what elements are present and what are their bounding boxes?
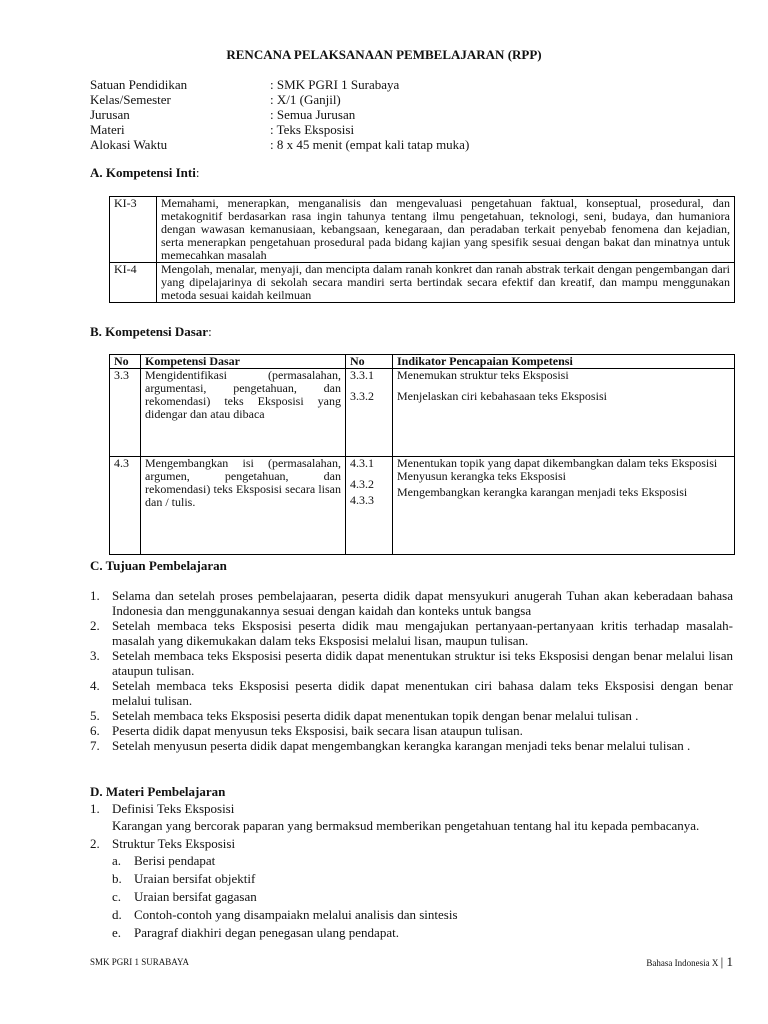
identity-value: : X/1 (Ganjil) — [270, 92, 341, 107]
list-text: Setelah membaca teks Eksposisi peserta didik dapat menentukan topik dengan benar melalui tulisan . — [112, 708, 639, 723]
sub-list-item — [112, 888, 733, 906]
sub-list-letter: c. — [112, 889, 122, 904]
ki-code: KI-3 — [110, 197, 157, 263]
table-row — [110, 197, 735, 263]
list-number: 2. — [90, 836, 100, 851]
sub-list-letter: e. — [112, 925, 122, 940]
identity-label: Kelas/Semester — [90, 92, 171, 107]
section-a-title: A. Kompetensi Inti — [90, 165, 196, 180]
list-item — [90, 708, 733, 723]
section-c-heading: C. Tujuan Pembelajaran — [90, 558, 227, 573]
section-b-colon: : — [208, 324, 212, 339]
col-header-no: No — [110, 355, 141, 369]
list-item — [90, 648, 733, 678]
col-header-no2: No — [346, 355, 393, 369]
kd-no: 3.3 — [110, 369, 141, 457]
identity-block — [90, 77, 730, 152]
page-number: | 1 — [720, 954, 733, 969]
table-row — [110, 369, 735, 457]
ki-code: KI-4 — [110, 263, 157, 303]
section-b-heading — [90, 324, 212, 340]
list-number: 5. — [90, 708, 100, 723]
list-text: Struktur Teks Eksposisi — [112, 836, 236, 851]
list-number: 3. — [90, 648, 100, 663]
indicator-no-cell — [346, 457, 393, 555]
indicator-no: 3.3.2 — [350, 389, 374, 403]
identity-label: Satuan Pendidikan — [90, 77, 188, 92]
ki-text: Mengolah, menalar, menyaji, dan mencipta dalam ranah konkret dan ranah abstrak terkait dengan pengembangan dari yang dipelajarinya di sekolah secara mandiri serta bertindak secara efektif dan kreatif, dan mampu menggunakan metoda sesuai kaidah keilmuan — [157, 263, 735, 303]
identity-row — [90, 122, 730, 137]
list-item — [90, 835, 733, 852]
list-text: Setelah membaca teks Eksposisi peserta didik dapat menentukan ciri bahasa dalam teks Eksposisi dengan benar melalui tulisan. — [112, 678, 733, 708]
sub-list-item — [112, 924, 733, 942]
identity-row — [90, 107, 730, 122]
document-title: RENCANA PELAKSANAAN PEMBELAJARAN (RPP) — [226, 47, 542, 62]
identity-value: : Teks Eksposisi — [270, 122, 355, 137]
kompetensi-dasar-table — [109, 354, 735, 555]
list-item — [90, 588, 733, 618]
col-header-kd: Kompetensi Dasar — [141, 355, 346, 369]
section-a-heading — [90, 165, 199, 181]
identity-row — [90, 77, 730, 92]
list-number: 6. — [90, 723, 100, 738]
ki-text: Memahami, menerapkan, menganalisis dan mengevaluasi pengetahuan faktual, konseptual, prosedural, dan metakognitif berdasarkan rasa ingin tahunya tentang ilmu pengetahuan, teknologi, seni, budaya, dan humaniora dengan wawasan kemanusiaan, kebangsaan, kenegaraan, dan peradaban terkait penyebab fenomena dan kejadian, serta menerapkan pengetahuan prosedural pada bidang kajian yang spesifik sesuai dengan bakat dan minatnya untuk memecahkan masalah — [157, 197, 735, 263]
list-number: 4. — [90, 678, 100, 693]
definition-paragraph: Karangan yang bercorak paparan yang bermaksud memberikan pengetahuan tentang hal itu kepada pembacanya. — [112, 818, 700, 833]
list-item — [90, 723, 733, 738]
footer-school: SMK PGRI 1 SURABAYA — [90, 957, 189, 967]
list-text: Setelah membaca teks Eksposisi peserta didik dapat menentukan struktur isi teks Eksposisi dengan benar melalui lisan ataupun tulisan. — [112, 648, 733, 678]
kd-no: 4.3 — [110, 457, 141, 555]
indicator-text: Mengembangkan kerangka karangan menjadi teks Eksposisi — [397, 485, 688, 499]
list-text: Setelah menyusun peserta didik dapat mengembangkan kerangka karangan menjadi teks benar melalui tulisan . — [112, 738, 691, 753]
section-a-colon: : — [195, 165, 200, 180]
identity-label: Materi — [90, 122, 125, 137]
sub-list-text: Paragraf diakhiri degan penegasan ulang pendapat. — [134, 925, 399, 940]
kd-text: Mengidentifikasi (permasalahan, argumentasi, pengetahuan, dan rekomendasi) teks Eksposisi yang didengar dan atau dibaca — [141, 369, 346, 457]
identity-value: : Semua Jurusan — [270, 107, 356, 122]
materi-list — [90, 800, 733, 942]
indicator-no: 4.3.3 — [350, 493, 374, 507]
list-text: Peserta didik dapat menyusun teks Eksposisi, baik secara lisan ataupun tulisan. — [112, 723, 523, 738]
identity-label: Alokasi Waktu — [90, 137, 168, 152]
tujuan-list — [90, 588, 733, 753]
indicator-text: Menjelaskan ciri kebahasaan teks Eksposisi — [397, 389, 607, 403]
sub-list-text: Berisi pendapat — [134, 853, 216, 868]
list-item — [90, 678, 733, 708]
identity-row — [90, 92, 730, 107]
list-number: 7. — [90, 738, 100, 753]
footer-subject-label: Bahasa Indonesia X — [646, 958, 719, 968]
section-b-title: B. Kompetensi Dasar — [90, 324, 209, 339]
list-item — [90, 618, 733, 648]
list-number: 1. — [90, 588, 100, 603]
col-header-ipk: Indikator Pencapaian Kompetensi — [393, 355, 735, 369]
table-row — [110, 263, 735, 303]
kompetensi-inti-table — [109, 196, 735, 303]
indicator-text: Menentukan topik yang dapat dikembangkan dalam teks Eksposisi — [397, 456, 718, 470]
identity-value: : 8 x 45 menit (empat kali tatap muka) — [270, 137, 470, 152]
list-text: Setelah membaca teks Eksposisi peserta didik mau mengajukan pertanyaan-pertanyaan kritis terhadap masalah-masalah yang dikemukakan dalam teks Eksposisi melalui lisan, maupun tulisan. — [112, 618, 733, 648]
identity-value: : SMK PGRI 1 Surabaya — [270, 77, 400, 92]
sub-list-item — [112, 906, 733, 924]
list-number: 1. — [90, 801, 100, 816]
indicator-no-cell — [346, 369, 393, 457]
list-number: 2. — [90, 618, 100, 633]
indicator-no: 4.3.2 — [350, 477, 374, 491]
sub-list-letter: d. — [112, 907, 122, 922]
sub-list-letter: a. — [112, 853, 122, 868]
list-text: Definisi Teks Eksposisi — [112, 801, 235, 816]
list-item — [90, 738, 733, 753]
table-header-row — [110, 355, 735, 369]
section-d-heading: D. Materi Pembelajaran — [90, 784, 226, 799]
sub-list-letter: b. — [112, 871, 122, 886]
sub-list-text: Uraian bersifat objektif — [134, 871, 256, 886]
table-row — [110, 457, 735, 555]
kd-text: Mengembangkan isi (permasalahan, argumen, pengetahuan, dan rekomendasi) teks Eksposisi secara lisan dan / tulis. — [141, 457, 346, 555]
indicator-no: 4.3.1 — [350, 456, 374, 470]
indicator-text-cell — [393, 457, 735, 555]
sub-list-text: Uraian bersifat gagasan — [134, 889, 257, 904]
indicator-text: Menyusun kerangka teks Eksposisi — [397, 469, 566, 483]
indicator-text-cell — [393, 369, 735, 457]
list-text: Selama dan setelah proses pembelajaaran, peserta didik dapat mensyukuri anugerah Tuhan akan keberadaan bahasa Indonesia dan menggunakannya sesuai dengan kaidah dan konteks untuk bangsa — [112, 588, 733, 618]
identity-label: Jurusan — [90, 107, 130, 122]
sub-list-item — [112, 852, 733, 870]
identity-row — [90, 137, 730, 152]
footer-subject — [646, 954, 733, 970]
sub-list-text: Contoh-contoh yang disampaiakn melalui analisis dan sintesis — [134, 907, 458, 922]
indicator-no: 3.3.1 — [350, 368, 374, 382]
list-item — [90, 800, 733, 817]
sub-list-item — [112, 870, 733, 888]
indicator-text: Menemukan struktur teks Eksposisi — [397, 368, 569, 382]
